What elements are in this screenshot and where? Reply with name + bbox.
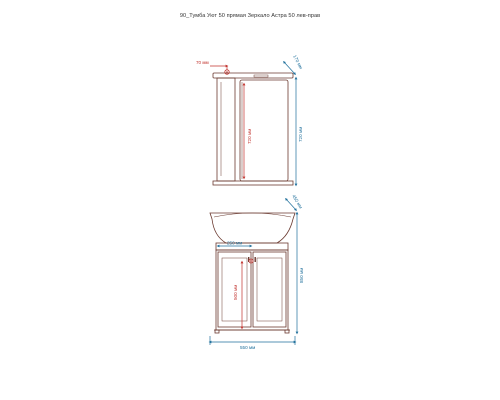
socket-dimension-label: 70 мм [196,60,209,65]
vanity-cabinet [210,194,304,350]
mirror-depth-label: 170 мм [292,54,304,70]
cabinet-depth-label: 450 мм [291,193,304,210]
cabinet-inner-width-label: 250 мм [227,240,243,246]
mirror-lamp [254,75,268,77]
mirror-cabinet [196,54,304,185]
cabinet-total-height-label: 850 мм [299,267,304,283]
cabinet-door-right [253,252,286,327]
washbasin [210,213,295,243]
mirror-top-cap [213,73,293,78]
mirror-depth-line [284,62,295,74]
mirror-inner-height-label: 720 мм [247,128,252,144]
door-height-label: 500 мм [233,284,238,300]
cabinet-leg [285,330,289,333]
mirror-bottom-shelf [213,181,293,185]
cabinet-leg [215,330,219,333]
cabinet-total-width-label: 550 мм [240,345,256,350]
mirror-side-shelf [217,78,235,181]
cabinet-body [216,250,288,330]
drawing-title: 90_Тумба Уют 50 прямая Зеркало Астра 50 лев-прав [179,13,321,19]
mirror-total-height-label: 720 мм [298,126,303,142]
handle-icon [255,257,256,262]
